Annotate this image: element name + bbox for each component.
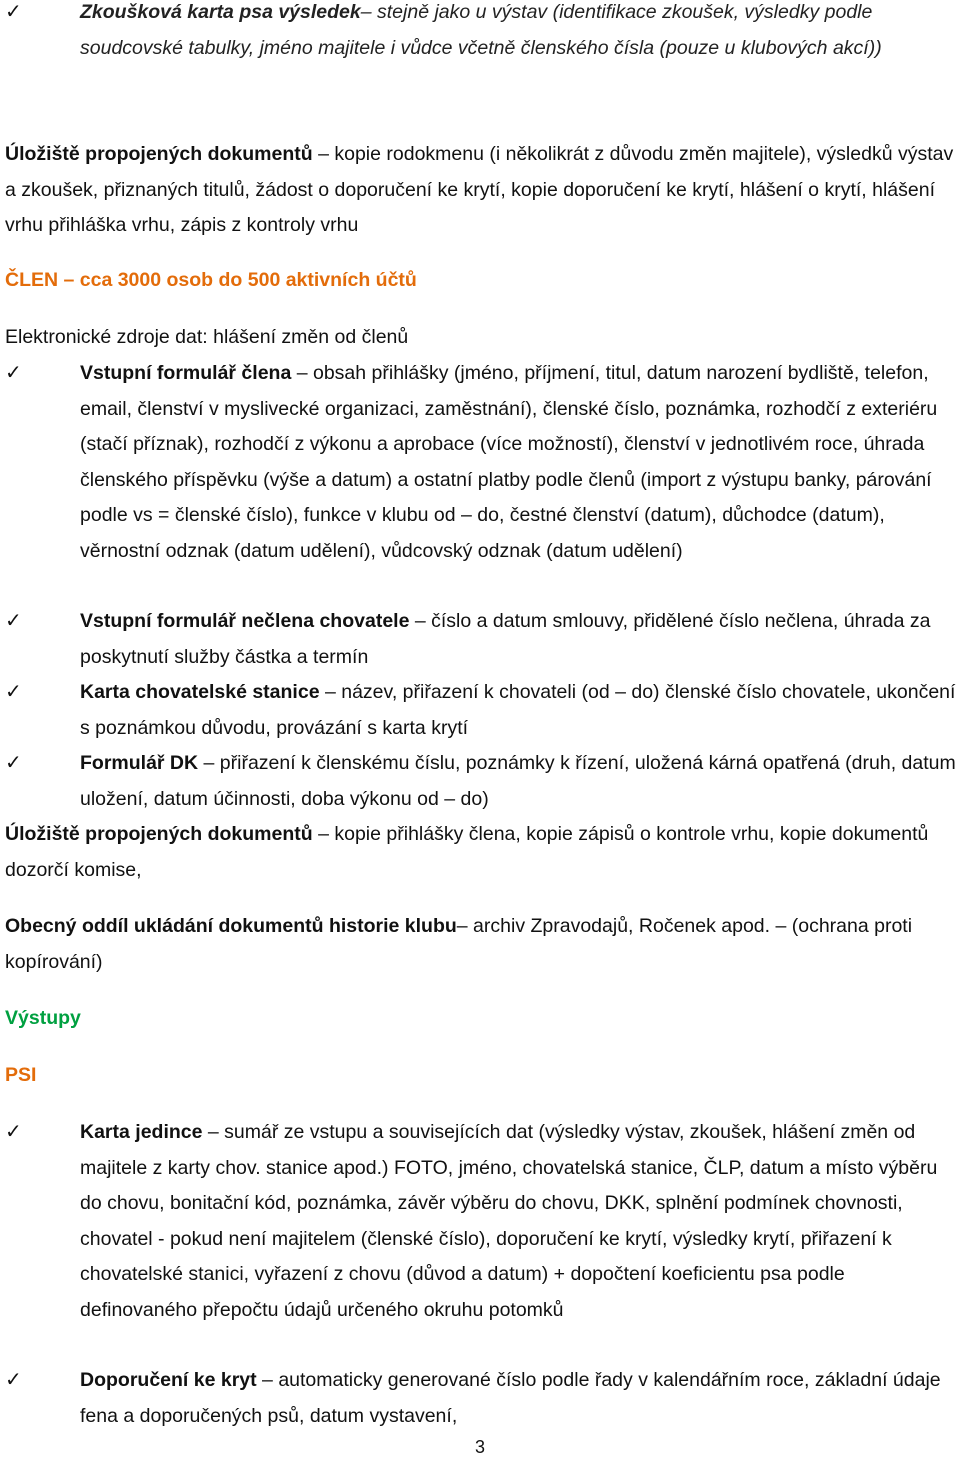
storage-paragraph-2: [5, 817, 955, 888]
list-item-text: [80, 604, 958, 675]
page-number: 3: [474, 1437, 485, 1457]
general-title: Obecný oddíl ukládání dokumentů historie klubu: [5, 915, 457, 937]
list-item-title: Zkoušková karta psa výsledek: [80, 1, 361, 23]
list-item-title: Formulář DK: [80, 752, 199, 774]
storage-title: Úložiště propojených dokumentů: [5, 143, 313, 165]
list-item-body: – obsah přihlášky (jméno, příjmení, titul, datum narození bydliště, telefon, email, členství v myslivecké organizaci, zaměstnání), členské číslo, poznámka, rozhodčí z exteriéru (stačí příznak), rozhodčí z výkonu a aprobace (více možností), členství v jednotlivém roce, úhrada členského příspěvku (výše a datum) a ostatní platby podle členů (import z výstupu banky, párování podle vs = členské číslo), funkce v klubu od – do, čestné členství (datum), důchodce (datum), věrnostní odznak (datum udělení), vůdcovský odznak (datum udělení): [80, 362, 938, 562]
list-item-text: [80, 746, 958, 817]
section-heading-vystupy: Výstupy: [5, 1007, 81, 1029]
list-item-karta-chovatelske-stanice: [5, 675, 960, 746]
checkmark-icon: ✓: [5, 681, 22, 703]
list-item-body: – číslo a datum smlouvy, přidělené číslo nečlena, úhrada za poskytnutí služby částka a termín: [80, 610, 931, 668]
checkmark-icon: ✓: [5, 610, 22, 632]
list-item-text: [80, 1363, 958, 1434]
section-heading-clen: ČLEN – cca 3000 osob do 500 aktivních účtů: [5, 269, 417, 291]
list-item-vstupni-formular-clena: [5, 356, 960, 569]
list-item-title: Doporučení ke kryt: [80, 1369, 257, 1391]
list-item-title: Karta chovatelské stanice: [80, 681, 320, 703]
sources-label: Elektronické zdroje dat: hlášení změn od členů: [5, 326, 409, 348]
section-heading-psi: PSI: [5, 1064, 37, 1086]
general-documents-paragraph: [5, 909, 955, 980]
list-item-text: [80, 675, 958, 746]
list-item-body: – název, přiřazení k chovateli (od – do) členské číslo chovatele, ukončení s poznámkou důvodu, provázání s karta krytí: [80, 681, 956, 739]
storage-body: – kopie přihlášky člena, kopie zápisů o kontrole vrhu, kopie dokumentů dozorčí komise,: [5, 823, 929, 881]
list-item-body: – automaticky generované číslo podle řady v kalendářním roce, základní údaje fena a doporučených psů, datum vystavení,: [80, 1369, 941, 1427]
list-item-zkouskova-karta: [5, 0, 960, 66]
list-item-body: – stejně jako u výstav (identifikace zkoušek, výsledky podle soudcovské tabulky, jméno majitele i vůdce včetně členského čísla (pouze u klubových akcí)): [80, 1, 882, 59]
list-item-title: Karta jedince: [80, 1121, 203, 1143]
list-item-text: [80, 0, 958, 66]
list-item-text: [80, 1115, 958, 1328]
storage-body: – kopie rodokmenu (i několikrát z důvodu změn majitele), výsledků výstav a zkoušek, přiznaných titulů, žádost o doporučení ke krytí, kopie doporučení ke krytí, hlášení o krytí, hlášení vrhu přihláška vrhu, zápis z kontroly vrhu: [5, 143, 954, 236]
list-item-body: – přiřazení k členskému číslu, poznámky k řízení, uložená kárná opatřená (druh, datum uložení, datum účinnosti, doba výkonu od – do): [80, 752, 956, 810]
list-item-karta-jedince: [5, 1115, 960, 1328]
checkmark-icon: ✓: [5, 362, 22, 384]
list-item-title: Vstupní formulář člena: [80, 362, 292, 384]
list-item-text: [80, 356, 958, 569]
storage-title: Úložiště propojených dokumentů: [5, 823, 313, 845]
checkmark-icon: ✓: [5, 1121, 22, 1143]
general-body: – archiv Zpravodajů, Ročenek apod. – (ochrana proti kopírování): [5, 915, 913, 973]
list-item-formular-dk: [5, 746, 960, 817]
list-item-title: Vstupní formulář nečlena chovatele: [80, 610, 410, 632]
list-item-body: – sumář ze vstupu a souvisejících dat (výsledky výstav, zkoušek, hlášení změn od majitele z karty chov. stanice apod.) FOTO, jméno, chovatelská stanice, ČLP, datum a místo výběru do chovu, bonitační kód, poznámka, závěr výběru do chovu, DKK, splnění podmínek chovnosti, chovatel - pokud není majitelem (členské číslo), doporučení ke krytí, výsledky krytí, přiřazení k chovatelské stanici, vyřazení z chovu (důvod a datum) + dopočtení koeficientu psa podle definovaného přepočtu údajů určeného okruhu potomků: [80, 1121, 938, 1321]
checkmark-icon: ✓: [5, 752, 22, 774]
list-item-doporuceni-ke-kryt: [5, 1363, 960, 1434]
checkmark-icon: ✓: [5, 1369, 22, 1391]
storage-paragraph-1: [5, 137, 955, 244]
list-item-vstupni-formular-neclena: [5, 604, 960, 675]
checkmark-icon: ✓: [5, 1, 22, 23]
